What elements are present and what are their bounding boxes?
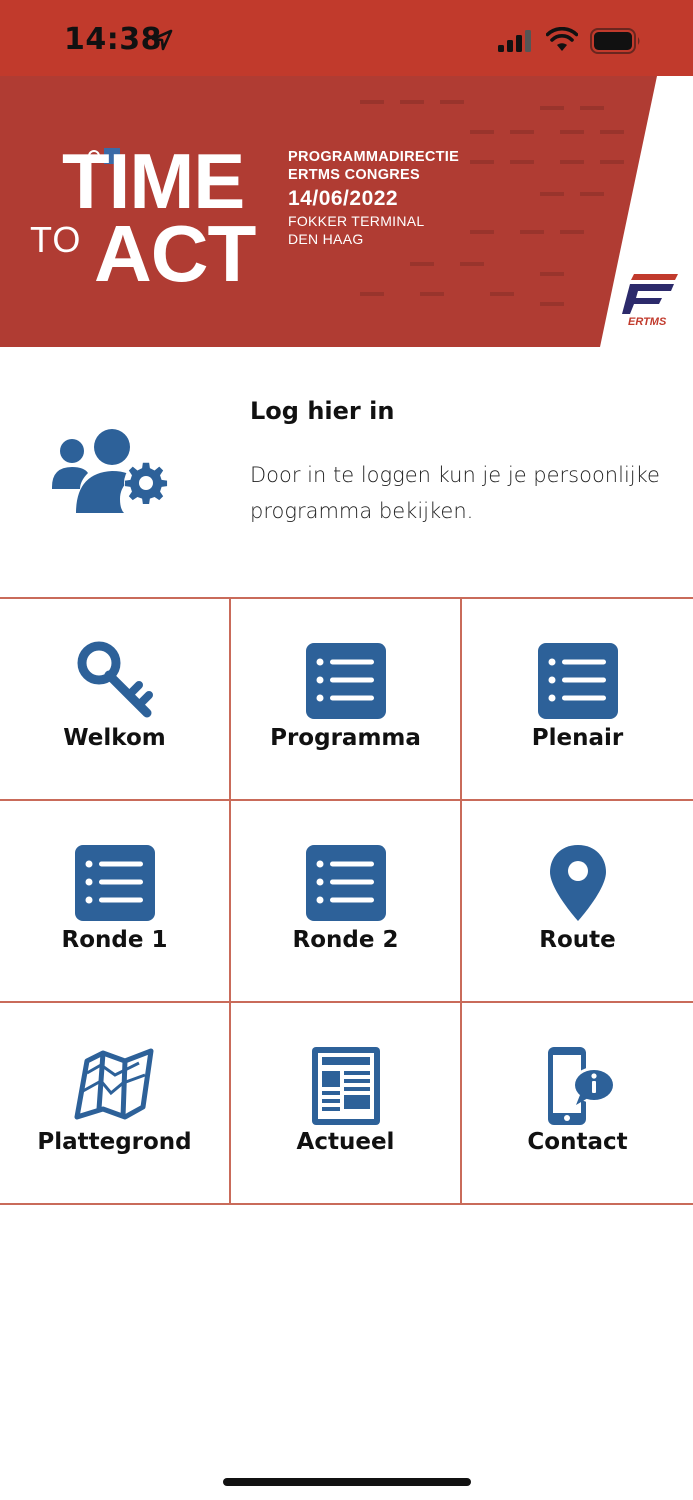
battery-icon — [590, 28, 642, 54]
ertms-logo-text: ERTMS — [628, 316, 667, 328]
menu-tile-label: Ronde 1 — [61, 927, 168, 953]
login-title: Log hier in — [250, 397, 395, 425]
brand-act: ACT — [94, 209, 256, 298]
event-banner — [0, 76, 693, 347]
menu-tile-label: Welkom — [63, 725, 166, 751]
menu-tile-label: Plenair — [531, 725, 624, 751]
status-bar — [0, 0, 693, 76]
menu-tile-label: Contact — [527, 1129, 628, 1155]
event-city: DEN HAAG — [288, 231, 364, 247]
list-icon — [73, 843, 157, 923]
phone-info-icon — [536, 1045, 620, 1125]
wifi-icon — [546, 27, 578, 53]
login-description: Door in te loggen kun je je persoonlijke programma bekijken. — [250, 463, 660, 523]
menu-row — [0, 801, 693, 1003]
menu-tile-ronde-2[interactable] — [231, 801, 462, 1001]
menu-tile-label: Programma — [270, 725, 421, 751]
menu-tile-label: Route — [539, 927, 616, 953]
menu-tile-label: Plattegrond — [37, 1129, 192, 1155]
users-gear-icon — [50, 427, 178, 517]
menu-tile-contact[interactable] — [462, 1003, 693, 1203]
menu-tile-plenair[interactable] — [462, 599, 693, 799]
login-section[interactable] — [0, 347, 693, 597]
event-date: 14/06/2022 — [288, 187, 399, 210]
event-organizer: PROGRAMMADIRECTIE — [288, 149, 460, 165]
menu-tile-label: Actueel — [296, 1129, 395, 1155]
location-arrow-icon — [150, 28, 174, 52]
brand-time: TIME — [62, 137, 245, 225]
event-info — [288, 148, 459, 248]
menu-row — [0, 599, 693, 801]
menu-tile-welkom[interactable] — [0, 599, 231, 799]
newspaper-icon — [304, 1045, 388, 1125]
home-indicator[interactable] — [223, 1478, 471, 1486]
list-icon — [304, 641, 388, 721]
key-icon — [73, 641, 157, 721]
menu-tile-programma[interactable] — [231, 599, 462, 799]
menu-tile-plattegrond[interactable] — [0, 1003, 231, 1203]
event-name: ERTMS CONGRES — [288, 167, 420, 183]
menu-tile-ronde-1[interactable] — [0, 801, 231, 1001]
event-venue: FOKKER TERMINAL — [288, 213, 425, 229]
menu-tile-label: Ronde 2 — [292, 927, 399, 953]
menu-tile-actueel[interactable] — [231, 1003, 462, 1203]
cellular-signal-icon — [498, 30, 534, 52]
list-icon — [304, 843, 388, 923]
map-pin-icon — [536, 843, 620, 923]
menu-row — [0, 1003, 693, 1205]
brand-to: TO — [30, 219, 82, 260]
menu-tile-route[interactable] — [462, 801, 693, 1001]
list-icon — [536, 641, 620, 721]
folded-map-icon — [73, 1045, 157, 1125]
status-time: 14:38 — [64, 22, 162, 57]
menu-grid — [0, 597, 693, 1204]
